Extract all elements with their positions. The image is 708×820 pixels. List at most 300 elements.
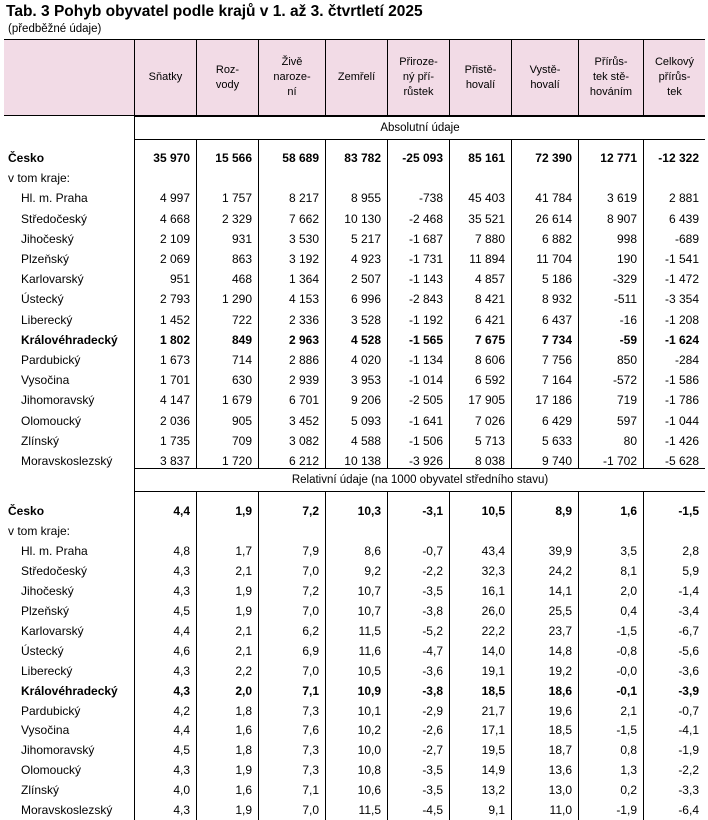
table-cell: 4 020 [350, 353, 381, 367]
table-cell: 9 206 [350, 393, 381, 408]
table-cell: 4,3 [173, 763, 190, 778]
table-cell: 4,4 [173, 723, 190, 738]
table-cell: 1 802 [159, 332, 190, 347]
table-cell: 14,0 [481, 643, 505, 658]
table-cell: 8,6 [364, 543, 381, 558]
table-row-total [0, 148, 708, 168]
row-label: Plzeňský [21, 252, 70, 266]
table-cell: 2 886 [288, 353, 319, 367]
table-cell: 3,5 [620, 543, 637, 558]
table-cell: 2 939 [288, 373, 319, 388]
column-header: Vystě- hovalí [511, 40, 578, 115]
table-cell: 2,1 [235, 623, 252, 638]
table-row [0, 581, 708, 601]
table-cell: 13,6 [548, 763, 572, 778]
row-label: Středočeský [21, 211, 88, 226]
table-cell: 4,3 [173, 683, 190, 698]
table-cell: 14,8 [548, 643, 572, 658]
row-label: Česko [8, 151, 45, 165]
table-cell: 3 837 [159, 454, 190, 468]
table-cell: 4 923 [350, 252, 381, 266]
table-cell: 10,5 [357, 663, 381, 678]
table-cell: -6,7 [678, 623, 699, 638]
table-cell: 5 093 [350, 413, 381, 428]
table-cell: 1,6 [235, 783, 252, 798]
table-cell: 7,1 [302, 683, 319, 698]
table-cell: 11,6 [358, 643, 381, 658]
table-cell: 15 566 [215, 151, 252, 165]
table-cell: 7 026 [474, 413, 505, 428]
table-cell: -0,7 [678, 703, 699, 718]
table-row [0, 269, 708, 289]
table-cell: 3 452 [288, 413, 319, 428]
table-cell: -1 687 [408, 231, 443, 246]
table-cell: 14,1 [548, 583, 572, 598]
table-cell: 722 [231, 312, 252, 327]
table-cell: 13,2 [481, 783, 505, 798]
table-cell: -1,9 [678, 743, 699, 758]
table-cell: 10,5 [481, 504, 505, 518]
table-cell: -1,5 [678, 504, 699, 518]
table-cell: 5 186 [541, 272, 572, 287]
table-cell: 4,5 [173, 743, 190, 758]
table-cell: 2 069 [159, 252, 190, 266]
table-cell: 0,2 [620, 783, 637, 798]
table-cell: -1,5 [616, 623, 637, 638]
table-cell: -1 208 [664, 312, 699, 327]
table-cell: -4,1 [678, 723, 699, 738]
table-row [0, 411, 708, 431]
table-cell: 4,2 [173, 703, 190, 718]
row-label: Liberecký [21, 312, 73, 327]
table-cell: -1,5 [616, 723, 637, 738]
table-cell: 23,7 [548, 623, 572, 638]
table-cell: -5 628 [664, 454, 699, 468]
table-cell: 1,9 [235, 603, 252, 618]
table-cell: 863 [231, 252, 252, 266]
table-cell: -1 472 [664, 272, 699, 287]
table-cell: 4,6 [173, 643, 190, 658]
column-header: Roz- vody [196, 40, 258, 115]
table-cell: -1 044 [664, 413, 699, 428]
row-label: Liberecký [21, 663, 73, 678]
row-label: Jihočeský [21, 231, 74, 246]
table-cell: 17 186 [535, 393, 572, 408]
table-cell: 83 782 [344, 151, 381, 165]
table-cell: -3,1 [422, 504, 443, 518]
table-cell: 7,2 [302, 583, 319, 598]
table-cell: -738 [418, 191, 443, 206]
table-cell: -16 [619, 312, 637, 327]
table-cell: 7,3 [302, 763, 319, 778]
table-cell: 8 217 [288, 191, 319, 206]
row-label: Moravskoslezský [21, 803, 113, 818]
table-row [0, 209, 708, 229]
table-cell: 630 [231, 373, 252, 388]
row-label: Česko [8, 504, 45, 518]
table-row [0, 229, 708, 249]
table-cell: 1 720 [221, 454, 252, 468]
table-row [0, 330, 708, 350]
table-cell: -1 426 [664, 433, 699, 448]
table-cell: 6,9 [302, 643, 319, 658]
table-cell: -2,9 [422, 703, 443, 718]
column-header: Živě naroze- ní [258, 40, 325, 115]
section-divider [134, 491, 705, 492]
table-cell: 35 970 [153, 151, 190, 165]
table-cell: 4,0 [173, 783, 190, 798]
row-label: Jihomoravský [21, 393, 95, 408]
table-cell: -0,8 [616, 643, 637, 658]
row-label: Olomoucký [21, 763, 82, 778]
table-cell: 10 138 [344, 454, 381, 468]
table-cell: 719 [616, 393, 637, 408]
table-cell: 14,9 [481, 763, 505, 778]
table-cell: -1 641 [408, 413, 443, 428]
table-cell: -2,2 [678, 763, 699, 778]
table-cell: -3,9 [678, 683, 699, 698]
table-cell: 4,3 [173, 583, 190, 598]
table-cell: 11,5 [358, 623, 381, 638]
table-cell: 7,2 [302, 504, 319, 518]
table-cell: 5 217 [350, 231, 381, 246]
table-cell: 10 130 [344, 211, 381, 226]
table-row-subheading [0, 168, 708, 188]
table-cell: -1 192 [408, 312, 443, 327]
table-cell: 4,3 [173, 803, 190, 818]
table-cell: 10,2 [357, 723, 381, 738]
table-row [0, 681, 708, 701]
table-cell: 19,1 [481, 663, 505, 678]
table-cell: 7,9 [302, 543, 319, 558]
row-label: Královéhradecký [21, 683, 118, 698]
table-cell: 85 161 [468, 151, 505, 165]
table-cell: 10,9 [357, 683, 381, 698]
table-cell: 1 452 [159, 312, 190, 327]
table-row [0, 310, 708, 330]
table-cell: 2 881 [668, 191, 699, 206]
table-cell: 45 403 [468, 191, 505, 206]
column-header: Přírůs- tek stě- hováním [578, 40, 643, 115]
table-cell: -3,3 [678, 783, 699, 798]
table-cell: 2,0 [235, 683, 252, 698]
table-cell: 7,0 [302, 803, 319, 818]
table-cell: 3 528 [350, 312, 381, 327]
table-cell: -1 014 [408, 373, 443, 388]
table-cell: 709 [231, 433, 252, 448]
table-cell: 714 [231, 353, 252, 367]
table-cell: 2 036 [159, 413, 190, 428]
section-heading: Relativní údaje (na 1000 obyvatel středního stavu) [134, 469, 705, 491]
column-header: Sňatky [134, 40, 196, 115]
table-cell: 21,7 [481, 703, 505, 718]
table-cell: 4 528 [350, 332, 381, 347]
table-cell: -329 [612, 272, 637, 287]
section-divider [134, 139, 705, 140]
table-cell: -5,2 [422, 623, 443, 638]
row-label: Hl. m. Praha [21, 543, 88, 558]
column-header: Přiroze- ný pří- růstek [387, 40, 449, 115]
row-label: Olomoucký [21, 413, 82, 428]
table-cell: 6 421 [474, 312, 505, 327]
table-cell: 1,9 [235, 763, 252, 778]
table-row [0, 800, 708, 820]
table-cell: 1,8 [235, 743, 252, 758]
table-cell: -1 541 [664, 252, 699, 266]
table-cell: -689 [674, 231, 699, 246]
table-cell: -2,7 [422, 743, 443, 758]
table-cell: 17,1 [481, 723, 505, 738]
table-cell: 850 [616, 353, 637, 367]
table-cell: 35 521 [468, 211, 505, 226]
table-cell: 4 997 [159, 191, 190, 206]
row-label: v tom kraje: [8, 171, 71, 186]
column-header: Celkový přírůs- tek [643, 40, 705, 115]
table-cell: 2 793 [159, 292, 190, 307]
table-cell: 10,7 [357, 603, 381, 618]
table-cell: 8,9 [555, 504, 572, 518]
table-cell: 2 507 [350, 272, 381, 287]
table-row [0, 760, 708, 780]
table-cell: -4,7 [422, 643, 443, 658]
table-cell: 4,4 [173, 623, 190, 638]
table-cell: -4,5 [422, 803, 443, 818]
table-cell: 10,8 [357, 763, 381, 778]
table-row [0, 720, 708, 740]
table-cell: -1,4 [678, 583, 699, 598]
table-cell: -2,6 [422, 723, 443, 738]
row-label: Hl. m. Praha [21, 191, 88, 206]
column-header: Zemřelí [325, 40, 387, 115]
table-cell: 6 882 [541, 231, 572, 246]
table-cell: -0,0 [616, 663, 637, 678]
row-label: Jihočeský [21, 583, 74, 598]
table-cell: 468 [231, 272, 252, 287]
table-cell: 0,4 [620, 603, 637, 618]
row-label: Ústecký [21, 292, 64, 307]
table-cell: 3 953 [350, 373, 381, 388]
table-cell: 7 662 [288, 211, 319, 226]
table-cell: 2 109 [159, 231, 190, 246]
table-cell: 6 592 [474, 373, 505, 388]
table-cell: -0,7 [422, 543, 443, 558]
row-label: v tom kraje: [8, 523, 71, 538]
table-cell: 24,2 [548, 563, 572, 578]
table-cell: 11 704 [536, 252, 572, 266]
table-cell: -12 322 [658, 151, 699, 165]
table-cell: 6 701 [288, 393, 319, 408]
table-cell: 1,9 [235, 803, 252, 818]
table-cell: 4,3 [173, 663, 190, 678]
table-cell: 8,1 [620, 563, 637, 578]
table-cell: -1,9 [616, 803, 637, 818]
table-cell: 22,2 [481, 623, 505, 638]
table-title: Tab. 3 Pohyb obyvatel podle krajů v 1. až 3. čtvrtletí 2025 [6, 3, 423, 20]
table-row [0, 641, 708, 661]
table-cell: 10,7 [357, 583, 381, 598]
table-cell: -3 926 [408, 454, 443, 468]
table-cell: 2,2 [235, 663, 252, 678]
table-cell: 2,1 [620, 703, 637, 718]
table-cell: 4,5 [173, 603, 190, 618]
table-cell: 7,3 [302, 703, 319, 718]
table-cell: 1,6 [235, 723, 252, 738]
column-header-row [4, 39, 705, 116]
column-header: Přistě- hovalí [449, 40, 511, 115]
table-cell: 12 771 [600, 151, 637, 165]
table-cell: -284 [674, 353, 699, 367]
table-cell: 1,8 [235, 703, 252, 718]
table-cell: -6,4 [678, 803, 699, 818]
table-cell: 9,2 [364, 563, 381, 578]
table-cell: 4 668 [159, 211, 190, 226]
table-cell: 1,9 [235, 504, 252, 518]
table-cell: -1 565 [408, 332, 443, 347]
table-cell: 5,9 [682, 563, 699, 578]
table-cell: 4,3 [173, 563, 190, 578]
table-cell: 4 857 [474, 272, 505, 287]
table-cell: -3,8 [422, 683, 443, 698]
table-cell: -1 586 [664, 373, 699, 388]
table-cell: -3,4 [678, 603, 699, 618]
table-row [0, 370, 708, 390]
table-cell: 7,0 [302, 663, 319, 678]
section-heading: Absolutní údaje [134, 117, 705, 139]
table-cell: 1,7 [235, 543, 252, 558]
table-row [0, 188, 708, 208]
table-cell: -3,5 [422, 583, 443, 598]
table-cell: 6 996 [350, 292, 381, 307]
table-cell: 6 437 [541, 312, 572, 327]
table-cell: 1 735 [159, 433, 190, 448]
table-row [0, 249, 708, 269]
table-cell: 26,0 [481, 603, 505, 618]
table-cell: 4 147 [159, 393, 190, 408]
table-cell: 1 701 [159, 373, 190, 388]
table-cell: -3,6 [678, 663, 699, 678]
row-label: Moravskoslezský [21, 454, 113, 468]
table-cell: 7,3 [302, 743, 319, 758]
table-cell: 1 679 [221, 393, 252, 408]
table-cell: 39,9 [548, 543, 572, 558]
table-cell: 1 290 [221, 292, 252, 307]
table-cell: 2 963 [288, 332, 319, 347]
table-cell: 1,9 [235, 583, 252, 598]
table-cell: 3 619 [606, 191, 637, 206]
table-row [0, 661, 708, 681]
table-cell: 17 905 [468, 393, 505, 408]
table-cell: 2,0 [620, 583, 637, 598]
table-cell: -2,2 [422, 563, 443, 578]
table-cell: 41 784 [535, 191, 572, 206]
table-cell: 1,3 [620, 763, 637, 778]
table-cell: 7,0 [302, 563, 319, 578]
table-cell: -3,8 [422, 603, 443, 618]
table-cell: 3 192 [288, 252, 319, 266]
table-cell: -511 [613, 292, 637, 307]
table-cell: 8 932 [541, 292, 572, 307]
table-cell: -3,5 [422, 763, 443, 778]
table-cell: -1 506 [408, 433, 443, 448]
table-cell: 7 675 [474, 332, 505, 347]
table-cell: 6 429 [541, 413, 572, 428]
table-cell: -3,6 [422, 663, 443, 678]
table-cell: 190 [616, 252, 637, 266]
row-label: Karlovarský [21, 272, 84, 287]
row-label: Královéhradecký [21, 332, 118, 347]
table-cell: 5 713 [474, 433, 505, 448]
row-label: Jihomoravský [21, 743, 95, 758]
table-cell: -1 786 [664, 393, 699, 408]
table-cell: 8 038 [474, 454, 505, 468]
table-row [0, 390, 708, 410]
table-cell: 18,6 [548, 683, 572, 698]
table-cell: 4 588 [350, 433, 381, 448]
table-cell: 3 530 [288, 231, 319, 246]
table-cell: 13,0 [548, 783, 572, 798]
table-cell: 931 [231, 231, 252, 246]
table-cell: -2 468 [408, 211, 443, 226]
table-row-total [0, 501, 708, 521]
table-cell: 7,6 [302, 723, 319, 738]
table-cell: 72 390 [535, 151, 572, 165]
table-cell: 9,1 [488, 803, 505, 818]
table-cell: 32,3 [481, 563, 505, 578]
table-cell: 8 606 [474, 353, 505, 367]
row-label: Vysočina [21, 723, 70, 738]
table-cell: -3,5 [422, 783, 443, 798]
table-cell: 7 164 [541, 373, 572, 388]
table-cell: 58 689 [282, 151, 319, 165]
table-cell: 10,1 [357, 703, 381, 718]
table-cell: -59 [619, 332, 637, 347]
table-cell: 2 329 [221, 211, 252, 226]
table-cell: 7,1 [302, 783, 319, 798]
table-row [0, 350, 708, 370]
row-label: Zlínský [21, 783, 60, 798]
table-cell: -2 505 [408, 393, 443, 408]
table-cell: -1 624 [664, 332, 699, 347]
table-cell: 6 439 [668, 211, 699, 226]
table-row [0, 289, 708, 309]
table-row [0, 621, 708, 641]
table-cell: 9 740 [541, 454, 572, 468]
table-cell: 16,1 [481, 583, 505, 598]
table-cell: 951 [169, 272, 190, 287]
table-cell: 905 [231, 413, 252, 428]
table-cell: 2 336 [288, 312, 319, 327]
table-cell: 26 614 [535, 211, 572, 226]
table-cell: 7 880 [474, 231, 505, 246]
table-cell: 1 364 [288, 272, 319, 287]
table-cell: 18,7 [548, 743, 572, 758]
table-cell: -2 843 [408, 292, 443, 307]
table-cell: -5,6 [678, 643, 699, 658]
table-cell: 1,6 [620, 504, 637, 518]
table-cell: 11 894 [469, 252, 505, 266]
table-row-subheading [0, 521, 708, 541]
row-label: Středočeský [21, 563, 88, 578]
table-cell: 7,0 [302, 603, 319, 618]
table-row [0, 701, 708, 721]
table-cell: 6,2 [302, 623, 319, 638]
table-cell: -3 354 [664, 292, 699, 307]
table-cell: 80 [623, 433, 637, 448]
table-cell: 2,1 [235, 643, 252, 658]
table-cell: 7 734 [541, 332, 572, 347]
table-cell: 19,2 [548, 663, 572, 678]
row-label: Ústecký [21, 643, 64, 658]
